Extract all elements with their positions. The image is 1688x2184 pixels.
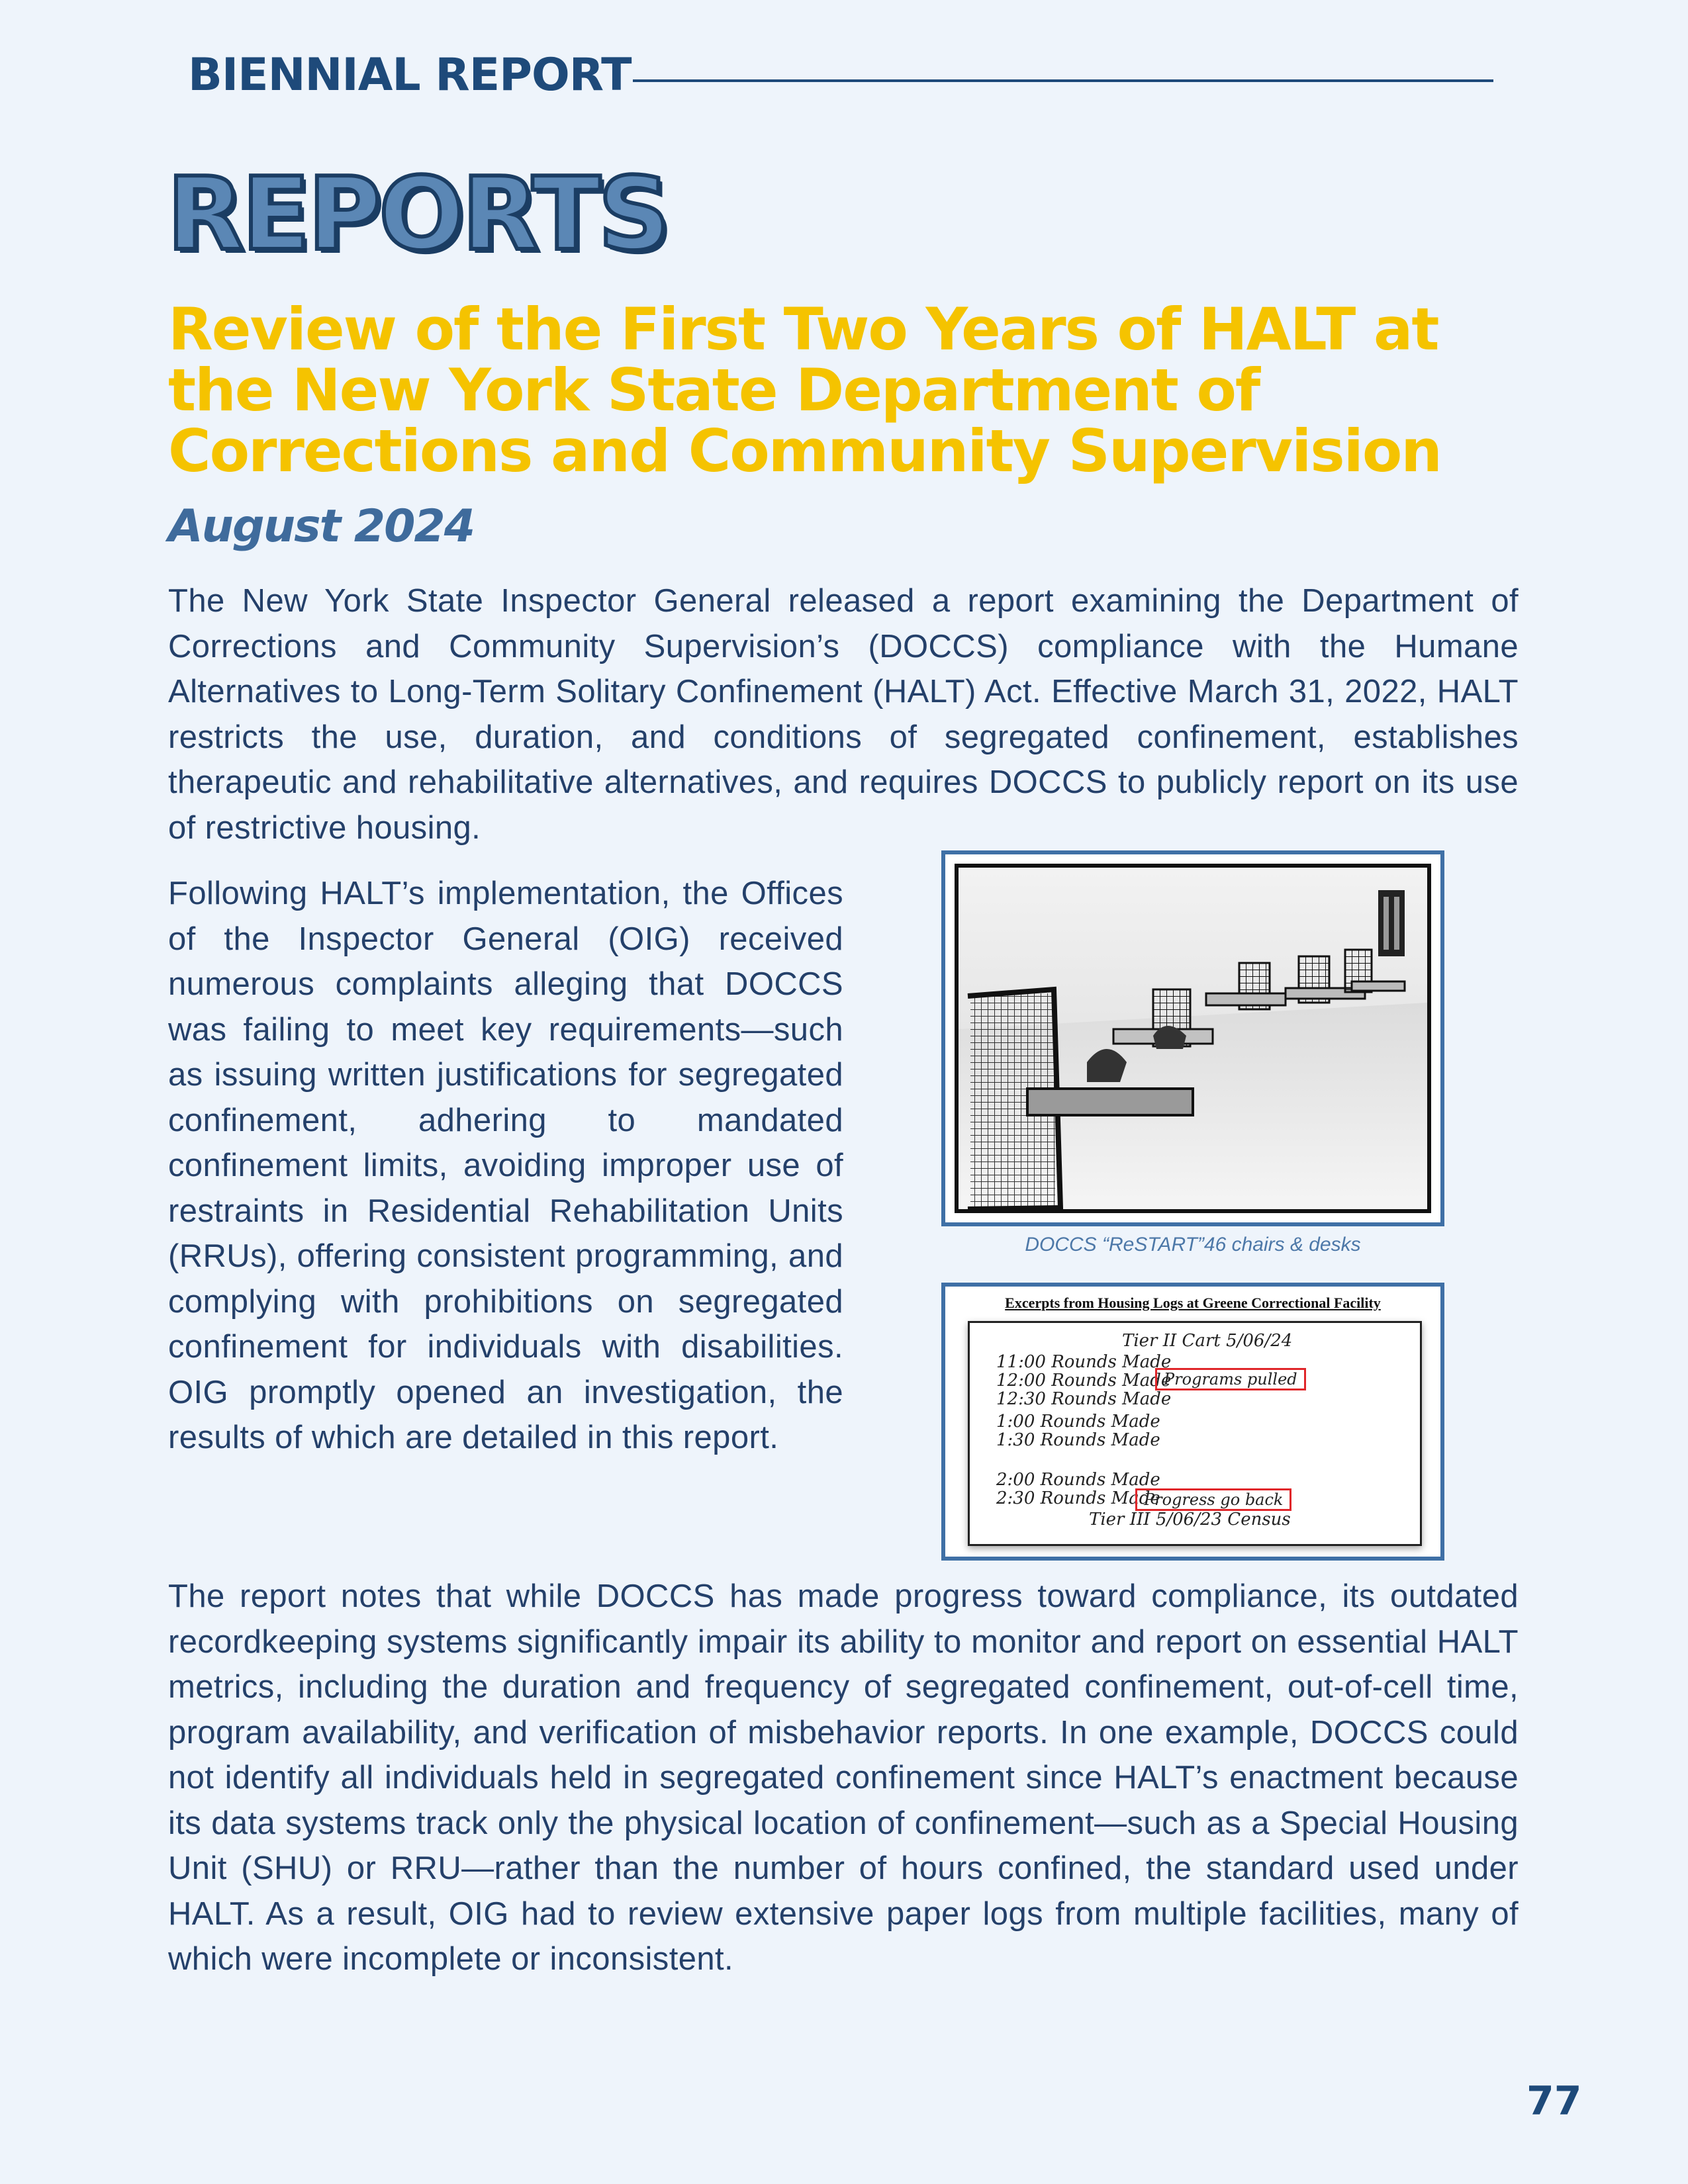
- photo-caption: DOCCS “ReSTART”46 chairs & desks: [1025, 1234, 1361, 1255]
- classroom-photo: [941, 850, 1444, 1226]
- log-line: Tier II Cart 5/06/24: [1122, 1331, 1293, 1351]
- log-line: 2:30 Rounds Made: [996, 1488, 1160, 1508]
- log-line: Tier III 5/06/23 Census: [1089, 1510, 1291, 1529]
- log-line: 2:00 Rounds Made: [996, 1470, 1160, 1490]
- report-date: August 2024: [168, 500, 475, 553]
- classroom-chairs-desks-image: [955, 864, 1431, 1213]
- housing-log-figure: [941, 1283, 1444, 1561]
- body-paragraph-intro: The New York State Inspector General released a report examining the Department of Corrections and Community Supervision’s (DOCCS) compliance with the Humane Alternatives to Long-Term Solitary Confinement (HALT) Act. Effective March 31, 2022, HALT restricts the use, duration, and conditions of segregated confinement, establishes therapeutic and rehabilitative alternatives, and requires DOCCS to publicly report on its use of restrictive housing.: [168, 583, 1519, 846]
- log-line: 11:00 Rounds Made: [996, 1352, 1172, 1372]
- body-paragraph-complaints: Following HALT’s implementation, the Offices of the Inspector General (OIG) received numerous complaints alleging that DOCCS was failing to meet key requirements—such as issuing written justifications for segregated confinement, adhering to mandated confinement limits, avoiding improper use of restraints in Residential Rehabilitation Units (RRUs), offering consistent programming, and complying with prohibitions on segregated confinement for individuals with disabilities. OIG promptly opened an investigation, the results of which are detailed in this report.: [168, 876, 843, 1455]
- housing-log-title: Excerpts from Housing Logs at Greene Correctional Facility: [1005, 1295, 1381, 1311]
- log-line: 1:30 Rounds Made: [996, 1430, 1160, 1450]
- report-title: Review of the First Two Years of HALT at the New York State Department of Corrections and Community Supervision: [168, 295, 1441, 485]
- log-line: 12:30 Rounds Made: [996, 1389, 1172, 1409]
- log-line: 1:00 Rounds Made: [996, 1412, 1160, 1432]
- handwritten-log-sheet: [968, 1321, 1422, 1546]
- running-header: BIENNIAL REPORT: [188, 49, 632, 101]
- header-divider: [633, 79, 1493, 82]
- page-number: 77: [1526, 2078, 1582, 2124]
- log-line: 12:00 Rounds Made: [996, 1371, 1172, 1390]
- log-highlight-box: Programs pulled: [1155, 1368, 1306, 1390]
- log-highlight-box: Progress go back: [1135, 1488, 1291, 1511]
- body-paragraph-findings: The report notes that while DOCCS has made progress toward compliance, its outdated recordkeeping systems significantly impair its ability to monitor and report on essential HALT metrics, including the duration and frequency of segregated confinement, out-of-cell time, program availability, and verification of misbehavior reports. In one example, DOCCS could not identify all individuals held in segregated confinement since HALT’s enactment because its data systems track only the physical location of confinement—such as a Special Housing Unit (SHU) or RRU—rather than the number of hours confined, the standard used under HALT. As a result, OIG had to review extensive paper logs from multiple facilities, many of which were incomplete or inconsistent.: [168, 1578, 1519, 1977]
- section-title: REPORTS: [167, 156, 668, 273]
